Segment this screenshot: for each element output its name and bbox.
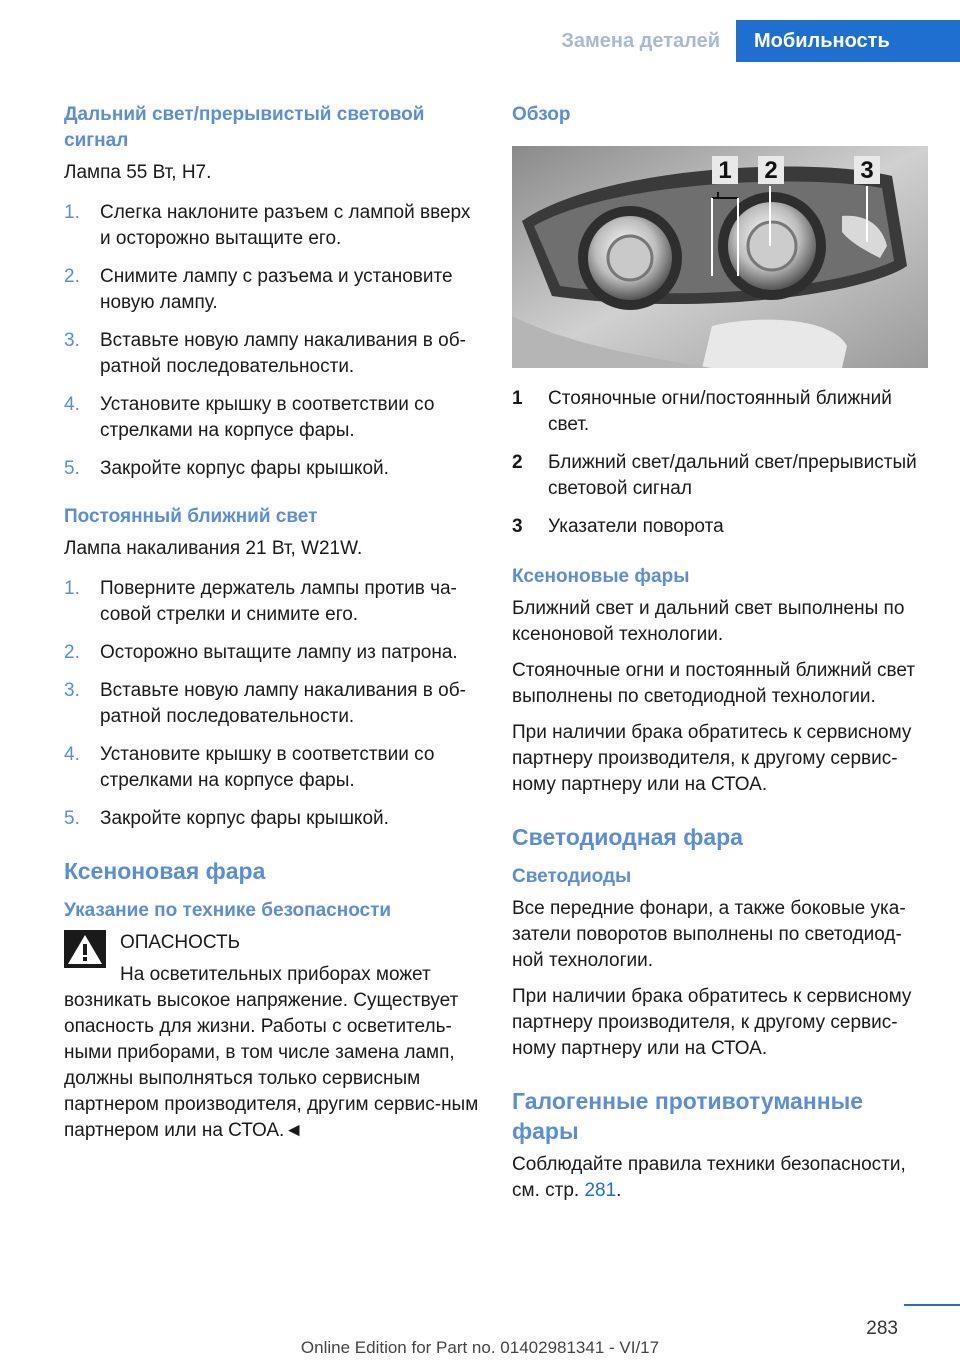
xenon-headlights-title: Ксеноновые фары [512, 566, 690, 587]
list-item: 2. Осторожно вытащите лампу из патрона. [64, 642, 458, 663]
led-paragraph-2: При наличии брака обратитесь к сервисному партнеру производителя, к другому сервис-ному партнеру или на СТОА. [512, 986, 912, 1059]
edition-footer: Online Edition for Part no. 01402981341 - VI/17 [300, 1338, 660, 1357]
right-column [512, 102, 928, 1214]
low-beam-steps [64, 576, 480, 832]
led-subtitle: Светодиоды [512, 866, 632, 887]
led-paragraph-1: Все передние фонари, а также боковые ука-затели поворотов выполнены по светодиод-ной технологии. [512, 898, 906, 971]
list-item: 3. Вставьте новую лампу накаливания в об-ратной последовательности. [64, 680, 466, 727]
warning-first-line: На осветительных приборах может [120, 964, 431, 985]
page-number: 283 [866, 1318, 898, 1339]
headlight-photo [512, 146, 928, 368]
section-xenon-title: Ксеноновая фара [64, 858, 266, 884]
warning-triangle-icon [64, 930, 106, 968]
section-high-beam-title: Дальний свет/прерывистый световой сигнал [64, 104, 425, 151]
section-high-beam-intro: Лампа 55 Вт, H7. [64, 162, 212, 183]
list-item: 3 Указатели поворота [512, 516, 724, 537]
list-item: 1. Поверните держатель лампы против ча-совой стрелки и снимите его. [64, 578, 457, 625]
xenon-paragraph-1: Ближний свет и дальний свет выполнены по ксеноновой технологии. [512, 598, 905, 645]
warning-label: ОПАСНОСТЬ [120, 932, 241, 953]
list-item: 4. Установите крышку в соответствии со стрелками на корпусе фары. [64, 744, 435, 791]
list-item: 4. Установите крышку в соответствии со стрелками на корпусе фары. [64, 394, 435, 441]
photo-legend [512, 386, 928, 540]
callout-1: 1 [718, 157, 732, 184]
list-item: 5. Закройте корпус фары крышкой. [64, 808, 389, 829]
safety-note-title: Указание по технике безопасности [64, 900, 392, 921]
page-link-281[interactable]: 281 [584, 1180, 617, 1201]
xenon-paragraph-3: При наличии брака обратитесь к сервисному партнеру производителя, к другому сервис-ному партнеру или на СТОА. [512, 722, 912, 795]
callout-3: 3 [860, 157, 874, 184]
section-low-beam-intro: Лампа накаливания 21 Вт, W21W. [64, 538, 363, 559]
xenon-paragraph-2: Стояночные огни и постоянный ближний свет выполнены по светодиодной технологии. [512, 660, 916, 707]
list-item: 1 Стояночные огни/постоянный ближний свет. [512, 388, 892, 435]
led-headlight-title: Светодиодная фара [512, 824, 743, 850]
header-tabs [545, 20, 960, 62]
tab-chapter[interactable]: Мобильность [736, 20, 960, 62]
list-item: 5. Закройте корпус фары крышкой. [64, 458, 389, 479]
fog-lights-title: Галогенные противотуманные фары [512, 1088, 864, 1144]
warning-block [64, 930, 480, 988]
warning-text: возникать высокое напряжение. Существует опасность для жизни. Работы с осветитель-ными приборами, в том числе замена ламп, должны выполняться только сервисным партнером производителя, другим сервис-ным партнером или на СТОА.◄ [64, 990, 479, 1141]
list-item: 2 Ближний свет/дальний свет/прерывистый световой сигнал [512, 452, 917, 499]
footer-accent-line [904, 1304, 960, 1306]
callout-2: 2 [764, 157, 778, 184]
list-item: 3. Вставьте новую лампу накаливания в об-ратной последовательности. [64, 330, 466, 377]
section-low-beam-title: Постоянный ближний свет [64, 506, 318, 527]
high-beam-steps [64, 200, 480, 482]
tab-section[interactable]: Замена деталей [545, 20, 736, 62]
list-item: 2. Снимите лампу с разъема и установите новую лампу. [64, 266, 453, 313]
left-column [64, 102, 480, 1154]
overview-title: Обзор [512, 104, 571, 125]
list-item: 1. Слегка наклоните разъем с лампой вверх и осторожно вытащите его. [64, 202, 471, 249]
fog-paragraph: Соблюдайте правила техники безопасности, см. стр. 281. [512, 1154, 906, 1201]
